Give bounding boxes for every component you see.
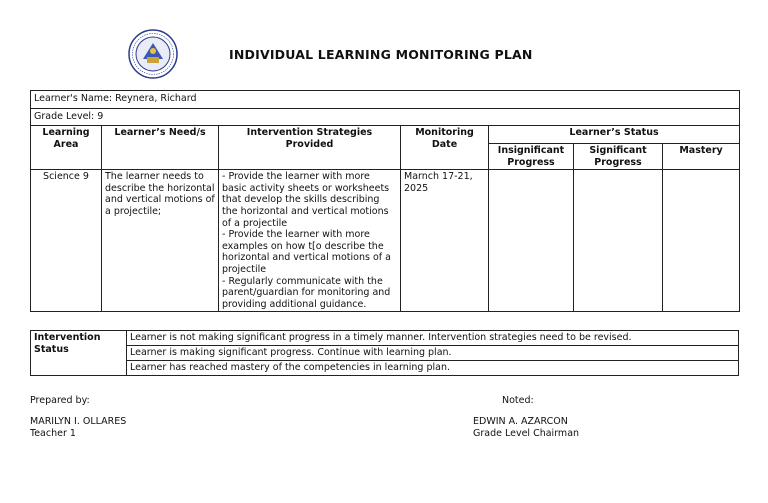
header-learning-area: Learning Area — [31, 126, 102, 170]
cell-strategies — [219, 170, 401, 312]
page-title: INDIVIDUAL LEARNING MONITORING PLAN — [229, 47, 533, 62]
legend-item: Learner has reached mastery of the competencies in learning plan. — [127, 361, 739, 376]
grade-level: Grade Level: 9 — [31, 109, 740, 126]
noted-title: Grade Level Chairman — [473, 428, 580, 439]
cell-significant — [574, 170, 663, 312]
strategy-item: - Provide the learner with more basic activity sheets or worksheets that develop the skills describing the horizontal and vertical motions of a projectile — [222, 171, 390, 229]
prepared-name: MARILYN I. OLLARES — [30, 416, 127, 427]
cell-monitoring-date: Marnch 17-21, 2025 — [401, 170, 489, 312]
header-mastery: Mastery — [663, 144, 740, 170]
header-strategies: Intervention Strategies Provided — [219, 126, 401, 170]
prepared-title: Teacher 1 — [30, 428, 76, 439]
monitoring-table — [30, 90, 740, 312]
legend-item: Learner is not making significant progress in a timely manner. Intervention strategies need to be revised. — [127, 331, 739, 346]
header-status: Learner’s Status — [489, 126, 740, 144]
header-insignificant: Insignificant Progress — [489, 144, 574, 170]
prepared-label: Prepared by: — [30, 395, 90, 406]
cell-learning-area: Science 9 — [31, 170, 102, 312]
intervention-status-table — [30, 330, 739, 376]
deped-seal-icon — [128, 29, 178, 79]
learner-name: Learner's Name: Reynera, Richard — [31, 91, 740, 109]
noted-name: EDWIN A. AZARCON — [473, 416, 568, 427]
header-needs: Learner’s Need/s — [102, 126, 219, 170]
strategy-item: - Regularly communicate with the parent/guardian for monitoring and providing additional guidance. — [222, 275, 391, 310]
header-monitoring-date: Monitoring Date — [401, 126, 489, 170]
cell-insignificant — [489, 170, 574, 312]
cell-need: The learner needs to describe the horizontal and vertical motions of a projectile; — [102, 170, 219, 312]
legend-label: Intervention Status — [31, 331, 127, 376]
header-significant: Significant Progress — [574, 144, 663, 170]
legend-item: Learner is making significant progress. Continue with learning plan. — [127, 346, 739, 361]
noted-label: Noted: — [502, 395, 534, 406]
cell-mastery — [663, 170, 740, 312]
strategy-item: - Provide the learner with more examples on how t[o describe the horizontal and vertical motions of a projectile — [222, 229, 391, 275]
